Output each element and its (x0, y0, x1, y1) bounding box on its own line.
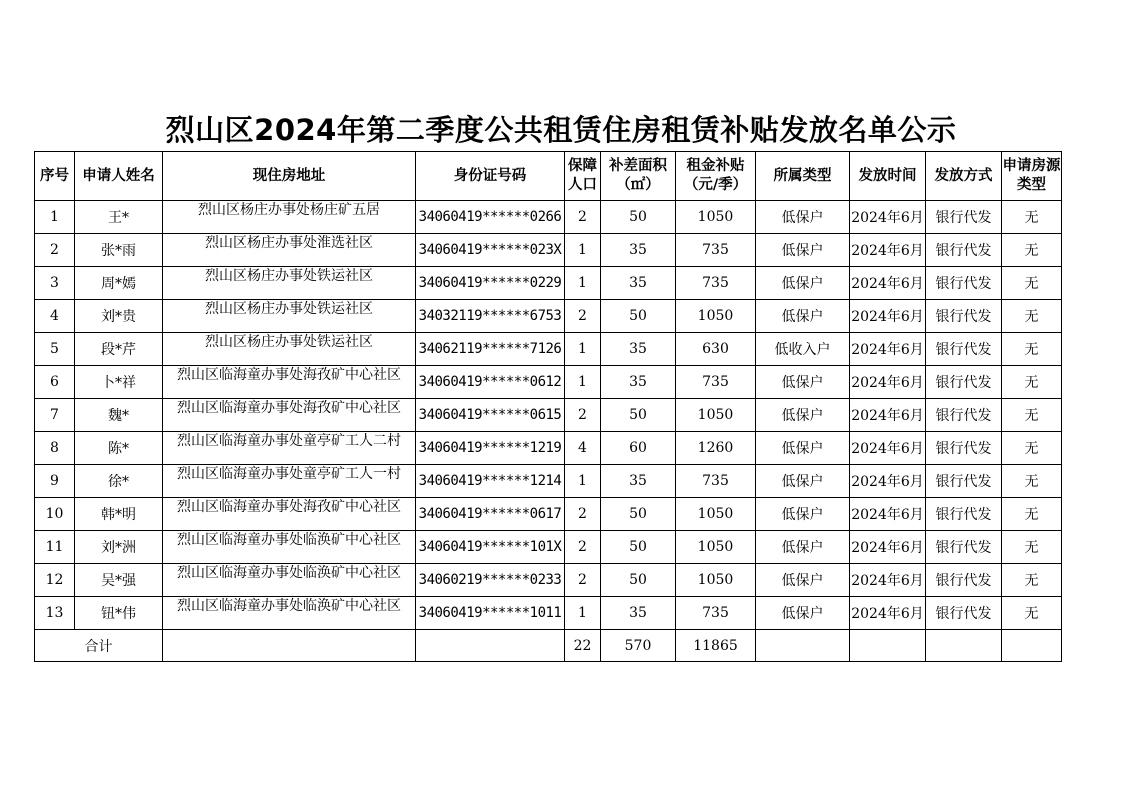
cell-address: 烈山区杨庄办事处铁运社区 (163, 267, 416, 300)
cell-category: 低保户 (756, 597, 850, 630)
table-row (35, 201, 1062, 234)
cell-seq: 5 (35, 333, 75, 366)
cell-subsidy: 735 (676, 597, 756, 630)
cell-id: 34060419******1214 (416, 465, 565, 498)
table-row (35, 498, 1062, 531)
cell-method: 银行代发 (926, 234, 1002, 267)
cell-method: 银行代发 (926, 597, 1002, 630)
cell-seq: 9 (35, 465, 75, 498)
cell-source: 无 (1002, 597, 1062, 630)
cell-method: 银行代发 (926, 498, 1002, 531)
cell-seq: 13 (35, 597, 75, 630)
cell-source: 无 (1002, 465, 1062, 498)
cell-category: 低收入户 (756, 333, 850, 366)
total-address-empty (163, 630, 416, 662)
cell-seq: 11 (35, 531, 75, 564)
cell-subsidy: 1050 (676, 564, 756, 597)
cell-method: 银行代发 (926, 201, 1002, 234)
cell-category: 低保户 (756, 234, 850, 267)
cell-name: 卜*祥 (75, 366, 163, 399)
cell-id: 34060419******1219 (416, 432, 565, 465)
cell-subsidy: 1050 (676, 300, 756, 333)
cell-area: 35 (601, 366, 676, 399)
cell-people: 1 (565, 366, 601, 399)
cell-id: 34060419******0617 (416, 498, 565, 531)
header-category: 所属类型 (756, 152, 850, 201)
cell-address: 烈山区临海童办事处童亭矿工人一村 (163, 465, 416, 498)
cell-seq: 12 (35, 564, 75, 597)
cell-people: 2 (565, 498, 601, 531)
cell-time: 2024年6月 (850, 597, 926, 630)
table-row (35, 597, 1062, 630)
cell-name: 徐* (75, 465, 163, 498)
cell-seq: 2 (35, 234, 75, 267)
cell-people: 1 (565, 267, 601, 300)
cell-address: 烈山区临海童办事处海孜矿中心社区 (163, 366, 416, 399)
cell-category: 低保户 (756, 399, 850, 432)
cell-subsidy: 1050 (676, 531, 756, 564)
cell-address: 烈山区杨庄办事处铁运社区 (163, 300, 416, 333)
cell-subsidy: 630 (676, 333, 756, 366)
cell-people: 1 (565, 465, 601, 498)
cell-address: 烈山区临海童办事处童亭矿工人二村 (163, 432, 416, 465)
total-people: 22 (565, 630, 601, 662)
cell-address: 烈山区杨庄办事处铁运社区 (163, 333, 416, 366)
cell-subsidy: 1260 (676, 432, 756, 465)
cell-address: 烈山区杨庄办事处淮选社区 (163, 234, 416, 267)
cell-source: 无 (1002, 498, 1062, 531)
cell-name: 钮*伟 (75, 597, 163, 630)
cell-id: 34060419******1011 (416, 597, 565, 630)
cell-method: 银行代发 (926, 366, 1002, 399)
cell-source: 无 (1002, 564, 1062, 597)
header-area: 补差面积（㎡） (601, 152, 676, 201)
cell-area: 50 (601, 300, 676, 333)
cell-name: 刘*洲 (75, 531, 163, 564)
cell-seq: 6 (35, 366, 75, 399)
cell-address: 烈山区临海童办事处临涣矿中心社区 (163, 597, 416, 630)
cell-method: 银行代发 (926, 432, 1002, 465)
total-area: 570 (601, 630, 676, 662)
cell-area: 50 (601, 564, 676, 597)
header-row (35, 152, 1062, 201)
cell-time: 2024年6月 (850, 333, 926, 366)
cell-category: 低保户 (756, 366, 850, 399)
cell-area: 35 (601, 267, 676, 300)
total-id-empty (416, 630, 565, 662)
total-method-empty (926, 630, 1002, 662)
page-title: 烈山区2024年第二季度公共租赁住房租赁补贴发放名单公示 (165, 113, 957, 147)
cell-area: 50 (601, 201, 676, 234)
table-row (35, 267, 1062, 300)
table-row (35, 432, 1062, 465)
subsidy-table (34, 151, 1062, 662)
cell-id: 34060219******0233 (416, 564, 565, 597)
table-row (35, 399, 1062, 432)
table-row (35, 300, 1062, 333)
cell-people: 1 (565, 597, 601, 630)
table-row (35, 333, 1062, 366)
cell-source: 无 (1002, 333, 1062, 366)
total-subsidy: 11865 (676, 630, 756, 662)
cell-people: 4 (565, 432, 601, 465)
cell-source: 无 (1002, 234, 1062, 267)
cell-address: 烈山区杨庄办事处杨庄矿五居 (163, 201, 416, 234)
cell-method: 银行代发 (926, 564, 1002, 597)
cell-subsidy: 735 (676, 465, 756, 498)
cell-id: 34060419******023X (416, 234, 565, 267)
header-subsidy: 租金补贴（元/季） (676, 152, 756, 201)
cell-subsidy: 1050 (676, 399, 756, 432)
cell-time: 2024年6月 (850, 201, 926, 234)
cell-category: 低保户 (756, 201, 850, 234)
cell-address: 烈山区临海童办事处海孜矿中心社区 (163, 498, 416, 531)
cell-id: 34060419******101X (416, 531, 565, 564)
cell-people: 2 (565, 201, 601, 234)
cell-name: 韩*明 (75, 498, 163, 531)
cell-area: 50 (601, 531, 676, 564)
cell-category: 低保户 (756, 300, 850, 333)
header-name: 申请人姓名 (75, 152, 163, 201)
cell-address: 烈山区临海童办事处海孜矿中心社区 (163, 399, 416, 432)
cell-category: 低保户 (756, 498, 850, 531)
cell-subsidy: 735 (676, 267, 756, 300)
cell-name: 段*芹 (75, 333, 163, 366)
cell-time: 2024年6月 (850, 465, 926, 498)
cell-address: 烈山区临海童办事处临涣矿中心社区 (163, 531, 416, 564)
cell-seq: 8 (35, 432, 75, 465)
cell-people: 2 (565, 399, 601, 432)
cell-subsidy: 735 (676, 366, 756, 399)
cell-time: 2024年6月 (850, 432, 926, 465)
cell-name: 吴*强 (75, 564, 163, 597)
header-method: 发放方式 (926, 152, 1002, 201)
header-people: 保障人口 (565, 152, 601, 201)
cell-area: 50 (601, 498, 676, 531)
cell-id: 34060419******0612 (416, 366, 565, 399)
cell-time: 2024年6月 (850, 300, 926, 333)
cell-source: 无 (1002, 300, 1062, 333)
cell-subsidy: 735 (676, 234, 756, 267)
cell-source: 无 (1002, 531, 1062, 564)
cell-name: 陈* (75, 432, 163, 465)
cell-seq: 1 (35, 201, 75, 234)
table-row (35, 234, 1062, 267)
header-seq: 序号 (35, 152, 75, 201)
header-source: 申请房源类型 (1002, 152, 1062, 201)
cell-area: 35 (601, 465, 676, 498)
cell-method: 银行代发 (926, 465, 1002, 498)
cell-area: 60 (601, 432, 676, 465)
cell-people: 2 (565, 300, 601, 333)
cell-category: 低保户 (756, 465, 850, 498)
cell-id: 34062119******7126 (416, 333, 565, 366)
cell-people: 2 (565, 564, 601, 597)
cell-area: 35 (601, 333, 676, 366)
table-row (35, 366, 1062, 399)
cell-source: 无 (1002, 432, 1062, 465)
cell-id: 34060419******0229 (416, 267, 565, 300)
cell-time: 2024年6月 (850, 564, 926, 597)
cell-id: 34032119******6753 (416, 300, 565, 333)
cell-method: 银行代发 (926, 300, 1002, 333)
cell-category: 低保户 (756, 267, 850, 300)
cell-id: 34060419******0266 (416, 201, 565, 234)
cell-name: 魏* (75, 399, 163, 432)
cell-id: 34060419******0615 (416, 399, 565, 432)
cell-subsidy: 1050 (676, 201, 756, 234)
cell-source: 无 (1002, 399, 1062, 432)
cell-time: 2024年6月 (850, 366, 926, 399)
cell-time: 2024年6月 (850, 498, 926, 531)
cell-area: 50 (601, 399, 676, 432)
cell-method: 银行代发 (926, 267, 1002, 300)
cell-seq: 4 (35, 300, 75, 333)
cell-source: 无 (1002, 201, 1062, 234)
total-source-empty (1002, 630, 1062, 662)
table-row (35, 564, 1062, 597)
header-address: 现住房地址 (163, 152, 416, 201)
total-category-empty (756, 630, 850, 662)
cell-area: 35 (601, 597, 676, 630)
header-id: 身份证号码 (416, 152, 565, 201)
cell-subsidy: 1050 (676, 498, 756, 531)
cell-time: 2024年6月 (850, 267, 926, 300)
total-row (35, 630, 1062, 662)
header-time: 发放时间 (850, 152, 926, 201)
cell-method: 银行代发 (926, 531, 1002, 564)
total-label: 合计 (35, 630, 163, 662)
cell-method: 银行代发 (926, 333, 1002, 366)
cell-time: 2024年6月 (850, 531, 926, 564)
cell-source: 无 (1002, 366, 1062, 399)
cell-category: 低保户 (756, 531, 850, 564)
cell-name: 王* (75, 201, 163, 234)
cell-address: 烈山区临海童办事处临涣矿中心社区 (163, 564, 416, 597)
cell-seq: 3 (35, 267, 75, 300)
cell-people: 1 (565, 333, 601, 366)
cell-people: 2 (565, 531, 601, 564)
cell-category: 低保户 (756, 432, 850, 465)
table-row (35, 465, 1062, 498)
cell-seq: 7 (35, 399, 75, 432)
cell-area: 35 (601, 234, 676, 267)
cell-seq: 10 (35, 498, 75, 531)
cell-name: 刘*贵 (75, 300, 163, 333)
cell-name: 周*嫣 (75, 267, 163, 300)
cell-category: 低保户 (756, 564, 850, 597)
cell-time: 2024年6月 (850, 399, 926, 432)
cell-method: 银行代发 (926, 399, 1002, 432)
cell-time: 2024年6月 (850, 234, 926, 267)
total-time-empty (850, 630, 926, 662)
table-row (35, 531, 1062, 564)
cell-name: 张*雨 (75, 234, 163, 267)
cell-people: 1 (565, 234, 601, 267)
cell-source: 无 (1002, 267, 1062, 300)
